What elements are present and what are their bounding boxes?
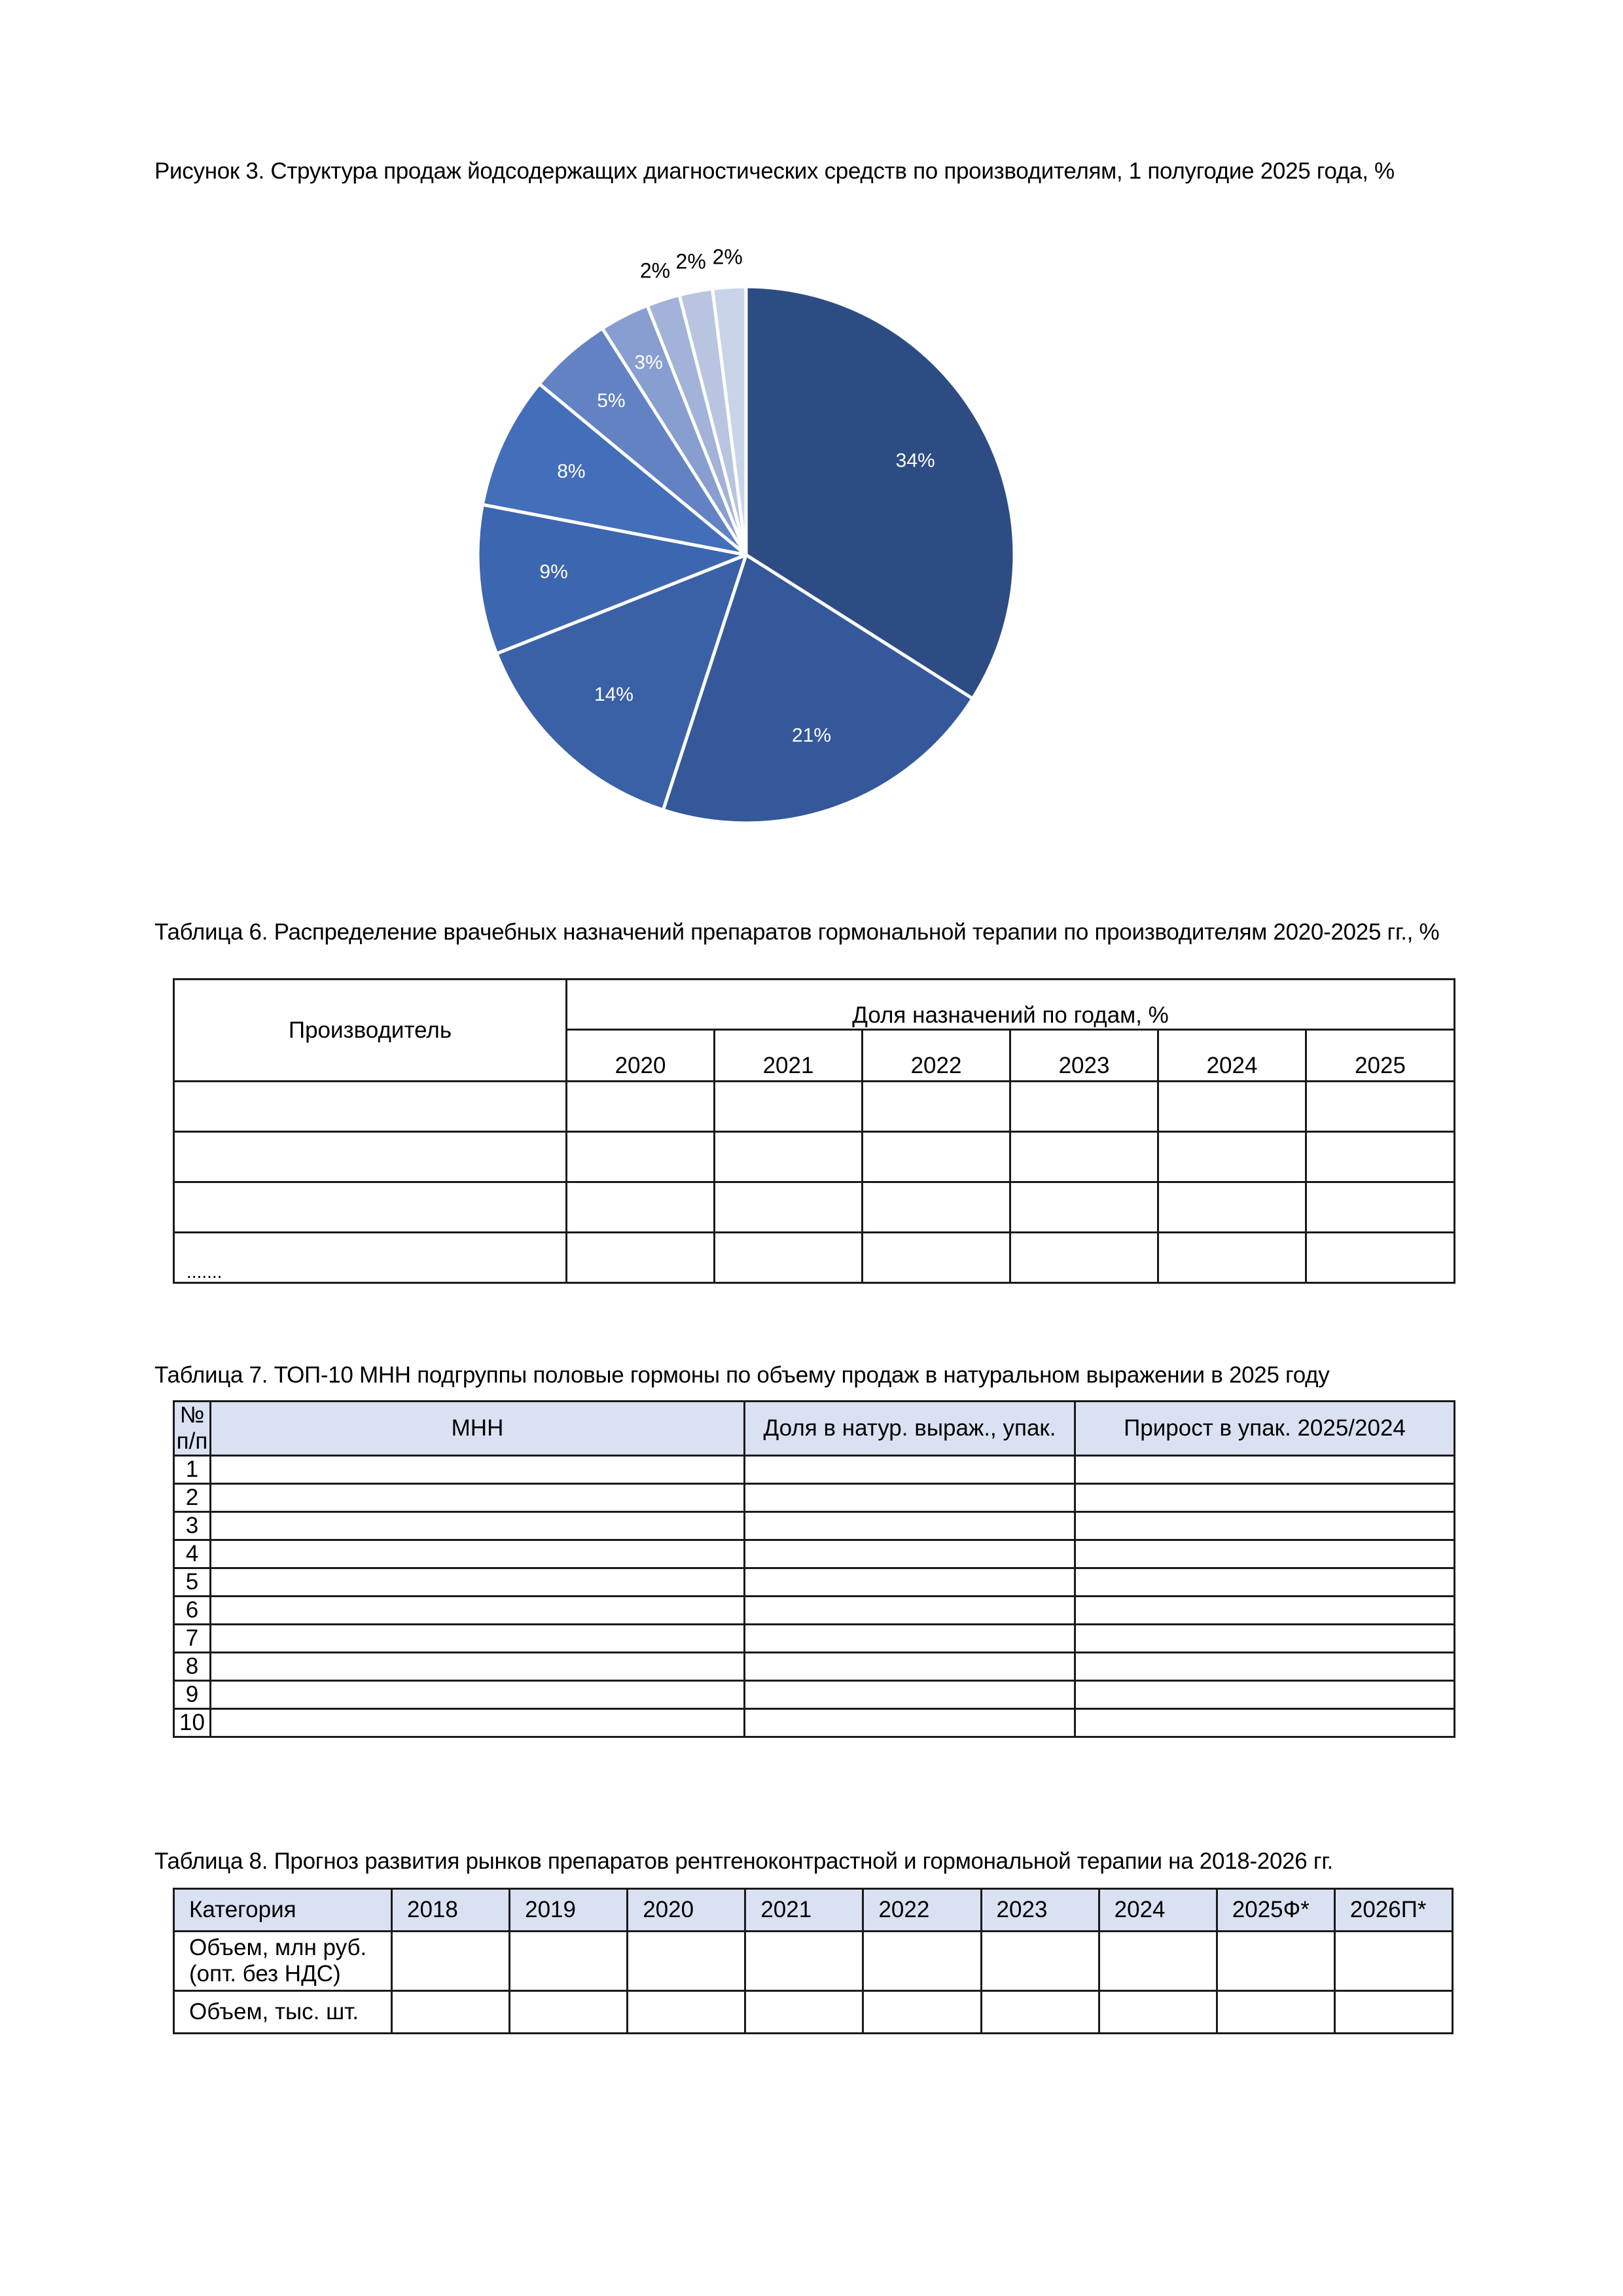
table6-cell[interactable] — [1306, 1233, 1455, 1283]
table7-header-share: Доля в натур. выраж., упак. — [745, 1402, 1075, 1456]
table6-cell[interactable] — [567, 1132, 715, 1182]
table8-cell[interactable] — [1099, 1932, 1217, 1991]
table8-cell[interactable] — [745, 1932, 863, 1991]
table8-category-line1: Объем, млн руб. — [189, 1935, 367, 1960]
table-row — [174, 1512, 1455, 1540]
table6-cell[interactable] — [1158, 1082, 1306, 1132]
table-row — [174, 1484, 1455, 1512]
table7-row-number: 7 — [174, 1625, 211, 1653]
table6-header-year: 2022 — [863, 1030, 1010, 1082]
table7-header-growth: Прирост в упак. 2025/2024 — [1075, 1402, 1455, 1456]
table8-cell[interactable] — [863, 1991, 981, 2034]
table6-cell[interactable] — [1010, 1182, 1158, 1233]
table6-header-year: 2024 — [1158, 1030, 1306, 1082]
table6-header-year: 2023 — [1010, 1030, 1158, 1082]
table7-growth-cell[interactable] — [1075, 1681, 1455, 1709]
table6-cell[interactable] — [1010, 1082, 1158, 1132]
table6-cell[interactable] — [567, 1082, 715, 1132]
table6-header-producer: Производитель — [174, 980, 567, 1082]
pie-data-label: 21% — [791, 724, 832, 747]
table6-producer-cell[interactable] — [174, 1132, 567, 1182]
table7-share-cell[interactable] — [745, 1653, 1075, 1681]
table6-header-year: 2021 — [715, 1030, 863, 1082]
table7-row-number: 9 — [174, 1681, 211, 1709]
table-row — [174, 1456, 1455, 1484]
table7-share-cell[interactable] — [745, 1484, 1075, 1512]
table7-caption: Таблица 7. ТОП-10 МНН подгруппы половые гормоны по объему продаж в натуральном выражении в 2025 году — [154, 1362, 1330, 1388]
table7-growth-cell[interactable] — [1075, 1540, 1455, 1568]
table7-header-inn: МНН — [211, 1402, 745, 1456]
table7-share-cell[interactable] — [745, 1456, 1075, 1484]
table7-row-number: 3 — [174, 1512, 211, 1540]
table8-cell[interactable] — [510, 1932, 628, 1991]
table6-cell[interactable] — [567, 1182, 715, 1233]
table8-header-year: 2020 — [628, 1889, 745, 1932]
table6-cell[interactable] — [863, 1082, 1010, 1132]
table7-share-cell[interactable] — [745, 1625, 1075, 1653]
pie-data-label: 2% — [639, 258, 671, 283]
table-row — [174, 1597, 1455, 1625]
table6-producer-cell[interactable] — [174, 1082, 567, 1132]
table8-header-category: Категория — [174, 1889, 392, 1932]
table7-inn-cell[interactable] — [211, 1512, 745, 1540]
table8-cell[interactable] — [628, 1932, 745, 1991]
table7-inn-cell[interactable] — [211, 1625, 745, 1653]
table8-cell[interactable] — [1217, 1932, 1334, 1991]
table8-cell[interactable] — [863, 1932, 981, 1991]
table-row — [174, 1540, 1455, 1568]
pie-chart — [419, 236, 1073, 877]
table8-header-year: 2018 — [392, 1889, 510, 1932]
table6-cell[interactable] — [1158, 1182, 1306, 1233]
table7-row-number: 8 — [174, 1653, 211, 1681]
table6-cell[interactable] — [1010, 1233, 1158, 1283]
table8-header-year: 2019 — [510, 1889, 628, 1932]
table6 — [173, 978, 1455, 1284]
table8-header-year: 2022 — [863, 1889, 981, 1932]
table6-cell[interactable] — [715, 1233, 863, 1283]
table7-inn-cell[interactable] — [211, 1597, 745, 1625]
table8-cell[interactable] — [510, 1991, 628, 2034]
table-row — [174, 1082, 1455, 1132]
table8-cell[interactable] — [981, 1932, 1099, 1991]
table6-cell[interactable] — [715, 1182, 863, 1233]
pie-data-label: 3% — [634, 351, 663, 374]
table8-cell[interactable] — [1099, 1991, 1217, 2034]
table7-header-num — [174, 1402, 211, 1456]
table6-caption: Таблица 6. Распределение врачебных назначений препаратов гормональной терапии по производителям 2020-2025 гг., % — [154, 919, 1440, 945]
table7-growth-cell[interactable] — [1075, 1484, 1455, 1512]
pie-data-label: 34% — [895, 450, 935, 472]
table8-cell[interactable] — [628, 1991, 745, 2034]
table7-growth-cell[interactable] — [1075, 1568, 1455, 1597]
table6-header-year: 2020 — [567, 1030, 715, 1082]
table6-producer-cell[interactable]: ....... — [174, 1233, 567, 1283]
table7-growth-cell[interactable] — [1075, 1512, 1455, 1540]
table7-header-num-line2: п/п — [176, 1428, 208, 1454]
table-row — [174, 1681, 1455, 1709]
table6-cell[interactable] — [1010, 1132, 1158, 1182]
table-row — [174, 1991, 1453, 2034]
table6-header-year: 2025 — [1306, 1030, 1455, 1082]
table7 — [173, 1400, 1455, 1738]
table6-cell[interactable] — [1158, 1132, 1306, 1182]
table8-header-year: 2026П* — [1334, 1889, 1452, 1932]
table8-header-year: 2021 — [745, 1889, 863, 1932]
table8-cell[interactable] — [1334, 1932, 1452, 1991]
table8-cell[interactable] — [1334, 1991, 1452, 2034]
table-row — [174, 1568, 1455, 1597]
table8-category-cell: Объем, тыс. шт. — [174, 1991, 392, 2034]
table8-category-line2: (опт. без НДС) — [189, 1961, 341, 1987]
table6-cell[interactable] — [863, 1132, 1010, 1182]
table7-inn-cell[interactable] — [211, 1568, 745, 1597]
table-row — [174, 1932, 1453, 1991]
table7-share-cell[interactable] — [745, 1512, 1075, 1540]
table8 — [173, 1888, 1454, 2034]
table7-row-number: 2 — [174, 1484, 211, 1512]
table6-cell[interactable] — [715, 1082, 863, 1132]
table-row — [174, 1653, 1455, 1681]
table-row — [174, 1709, 1455, 1737]
pie-data-label: 8% — [557, 461, 586, 483]
table6-cell[interactable] — [863, 1233, 1010, 1283]
table6-cell[interactable] — [1306, 1182, 1455, 1233]
table7-row-number: 10 — [174, 1709, 211, 1737]
table7-inn-cell[interactable] — [211, 1709, 745, 1737]
pie-data-label: 14% — [594, 684, 633, 706]
table6-cell[interactable] — [715, 1132, 863, 1182]
table8-caption: Таблица 8. Прогноз развития рынков препаратов рентгеноконтрастной и гормональной терапии на 2018-2026 гг. — [154, 1848, 1333, 1874]
table6-cell[interactable] — [1306, 1082, 1455, 1132]
pie-data-label: 2% — [712, 245, 743, 269]
table7-share-cell[interactable] — [745, 1540, 1075, 1568]
pie-data-label: 5% — [597, 390, 626, 412]
table8-header-year: 2023 — [981, 1889, 1099, 1932]
table7-row-number: 5 — [174, 1568, 211, 1597]
table7-growth-cell[interactable] — [1075, 1456, 1455, 1484]
table6-header-group: Доля назначений по годам, % — [567, 980, 1455, 1030]
table6-cell[interactable] — [1306, 1132, 1455, 1182]
table-row — [174, 1625, 1455, 1653]
table7-share-cell[interactable] — [745, 1709, 1075, 1737]
pie-data-label: 2% — [675, 249, 706, 274]
table7-growth-cell[interactable] — [1075, 1709, 1455, 1737]
table7-inn-cell[interactable] — [211, 1540, 745, 1568]
table7-growth-cell[interactable] — [1075, 1625, 1455, 1653]
table7-row-number: 4 — [174, 1540, 211, 1568]
table8-category-cell — [174, 1932, 392, 1991]
table7-inn-cell[interactable] — [211, 1653, 745, 1681]
table7-row-number: 1 — [174, 1456, 211, 1484]
table7-inn-cell[interactable] — [211, 1456, 745, 1484]
table6-cell[interactable] — [863, 1182, 1010, 1233]
table7-inn-cell[interactable] — [211, 1484, 745, 1512]
table-row — [174, 1132, 1455, 1182]
table8-cell[interactable] — [981, 1991, 1099, 2034]
table8-cell[interactable] — [392, 1991, 510, 2034]
table-row — [174, 1182, 1455, 1233]
table7-share-cell[interactable] — [745, 1597, 1075, 1625]
table7-growth-cell[interactable] — [1075, 1653, 1455, 1681]
table8-cell[interactable] — [745, 1991, 863, 2034]
table7-inn-cell[interactable] — [211, 1681, 745, 1709]
figure-caption: Рисунок 3. Структура продаж йодсодержащих диагностических средств по производителям, 1 полугодие 2025 года, % — [154, 158, 1395, 184]
table6-cell[interactable] — [1158, 1233, 1306, 1283]
table6-producer-cell[interactable] — [174, 1182, 567, 1233]
table8-cell[interactable] — [1217, 1991, 1334, 2034]
table7-growth-cell[interactable] — [1075, 1597, 1455, 1625]
table7-share-cell[interactable] — [745, 1681, 1075, 1709]
table8-header-year: 2025Ф* — [1217, 1889, 1334, 1932]
table-row — [174, 1233, 1455, 1283]
table8-cell[interactable] — [392, 1932, 510, 1991]
table6-cell[interactable] — [567, 1233, 715, 1283]
table7-share-cell[interactable] — [745, 1568, 1075, 1597]
table7-header-num-line1: № — [179, 1402, 205, 1428]
table7-row-number: 6 — [174, 1597, 211, 1625]
pie-data-label: 9% — [539, 561, 568, 583]
table8-header-year: 2024 — [1099, 1889, 1217, 1932]
